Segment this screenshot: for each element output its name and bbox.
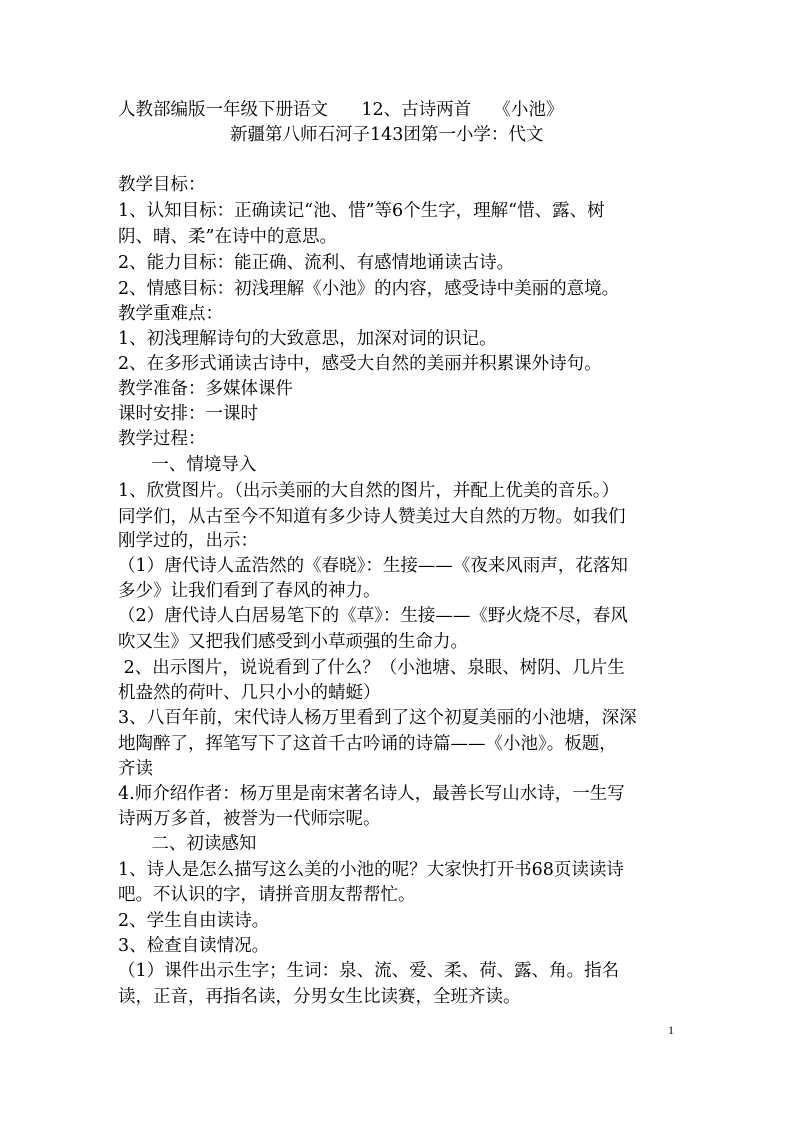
subsection-heading: 二、初读感知 [118, 834, 257, 854]
body-line: 1、认知目标：正确读记“池、惜”等6个生字，理解“惜、露、树 [118, 201, 605, 221]
body-line: 3、八百年前，宋代诗人杨万里看到了这个初夏美丽的小池塘，深深 [118, 708, 637, 728]
body-line: 1、初浅理解诗句的大致意思，加深对词的识记。 [118, 329, 497, 349]
body-line: 1、欣赏图片。（出示美丽的大自然的图片，并配上优美的音乐。） [118, 481, 620, 501]
body-line: 齐读 [118, 759, 153, 779]
body-line: 诗两万多首，被誉为一代师宗呢。 [118, 809, 381, 829]
body-line: 读，正音，再指名读，分男女生比读赛，全班齐读。 [118, 987, 521, 1007]
body-line: 2、出示图片，说说看到了什么？（小池塘、泉眼、树阴、几片生 [118, 658, 625, 678]
body-line: 2、情感目标：初浅理解《小池》的内容，感受诗中美丽的意境。 [118, 279, 620, 299]
body-line: 4.师介绍作者：杨万里是南宋著名诗人，最善长写山水诗，一生写 [118, 784, 625, 804]
body-line: 多少》让我们看到了春风的神力。 [118, 581, 381, 601]
section-heading-process: 教学过程： [118, 429, 206, 449]
body-line: （2）唐代诗人白居易笔下的《草》：生接——《野火烧不尽，春风 [118, 606, 628, 626]
body-line: （1）唐代诗人孟浩然的《春晓》：生接——《夜来风雨声，花落知 [118, 556, 628, 576]
body-line: 阴、晴、柔”在诗中的意思。 [118, 227, 337, 247]
body-line: 2、在多形式诵读古诗中，感受大自然的美丽并积累课外诗句。 [118, 354, 602, 374]
body-line: 教学准备：多媒体课件 [118, 379, 293, 399]
section-heading-difficulties: 教学重难点： [118, 304, 223, 324]
body-line: 课时安排：一课时 [118, 404, 258, 424]
body-line: 刚学过的，出示： [118, 531, 258, 551]
page-number: 1 [668, 1023, 674, 1037]
body-line: 机盎然的荷叶、几只小小的蜻蜓） [118, 683, 381, 703]
section-heading-objectives: 教学目标： [118, 175, 206, 195]
body-line: 1、诗人是怎么描写这么美的小池的呢？大家快打开书68页读读诗 [118, 860, 624, 880]
body-line: 3、检查自读情况。 [118, 936, 270, 956]
body-line: 2、学生自由读诗。 [118, 911, 270, 931]
body-line: 吹又生》又把我们感受到小草顽强的生命力。 [118, 632, 468, 652]
body-line: 吧。不认识的字，请拼音朋友帮帮忙。 [118, 885, 416, 905]
author-line: 新疆第八师石河子143团第一小学：代文 [230, 125, 544, 145]
subsection-heading: 一、情境导入 [118, 455, 257, 475]
document-title: 人教部编版一年级下册语文 12、古诗两首 《小池》 [118, 100, 564, 120]
body-line: （1）课件出示生字；生词：泉、流、爱、柔、荷、露、角。指名 [118, 961, 620, 981]
body-line: 地陶醉了，挥笔写下了这首千古吟诵的诗篇——《小池》。板题， [118, 734, 617, 754]
body-line: 2、能力目标：能正确、流利、有感情地诵读古诗。 [118, 253, 515, 273]
body-line: 同学们，从古至今不知道有多少诗人赞美过大自然的万物。如我们 [118, 507, 626, 527]
